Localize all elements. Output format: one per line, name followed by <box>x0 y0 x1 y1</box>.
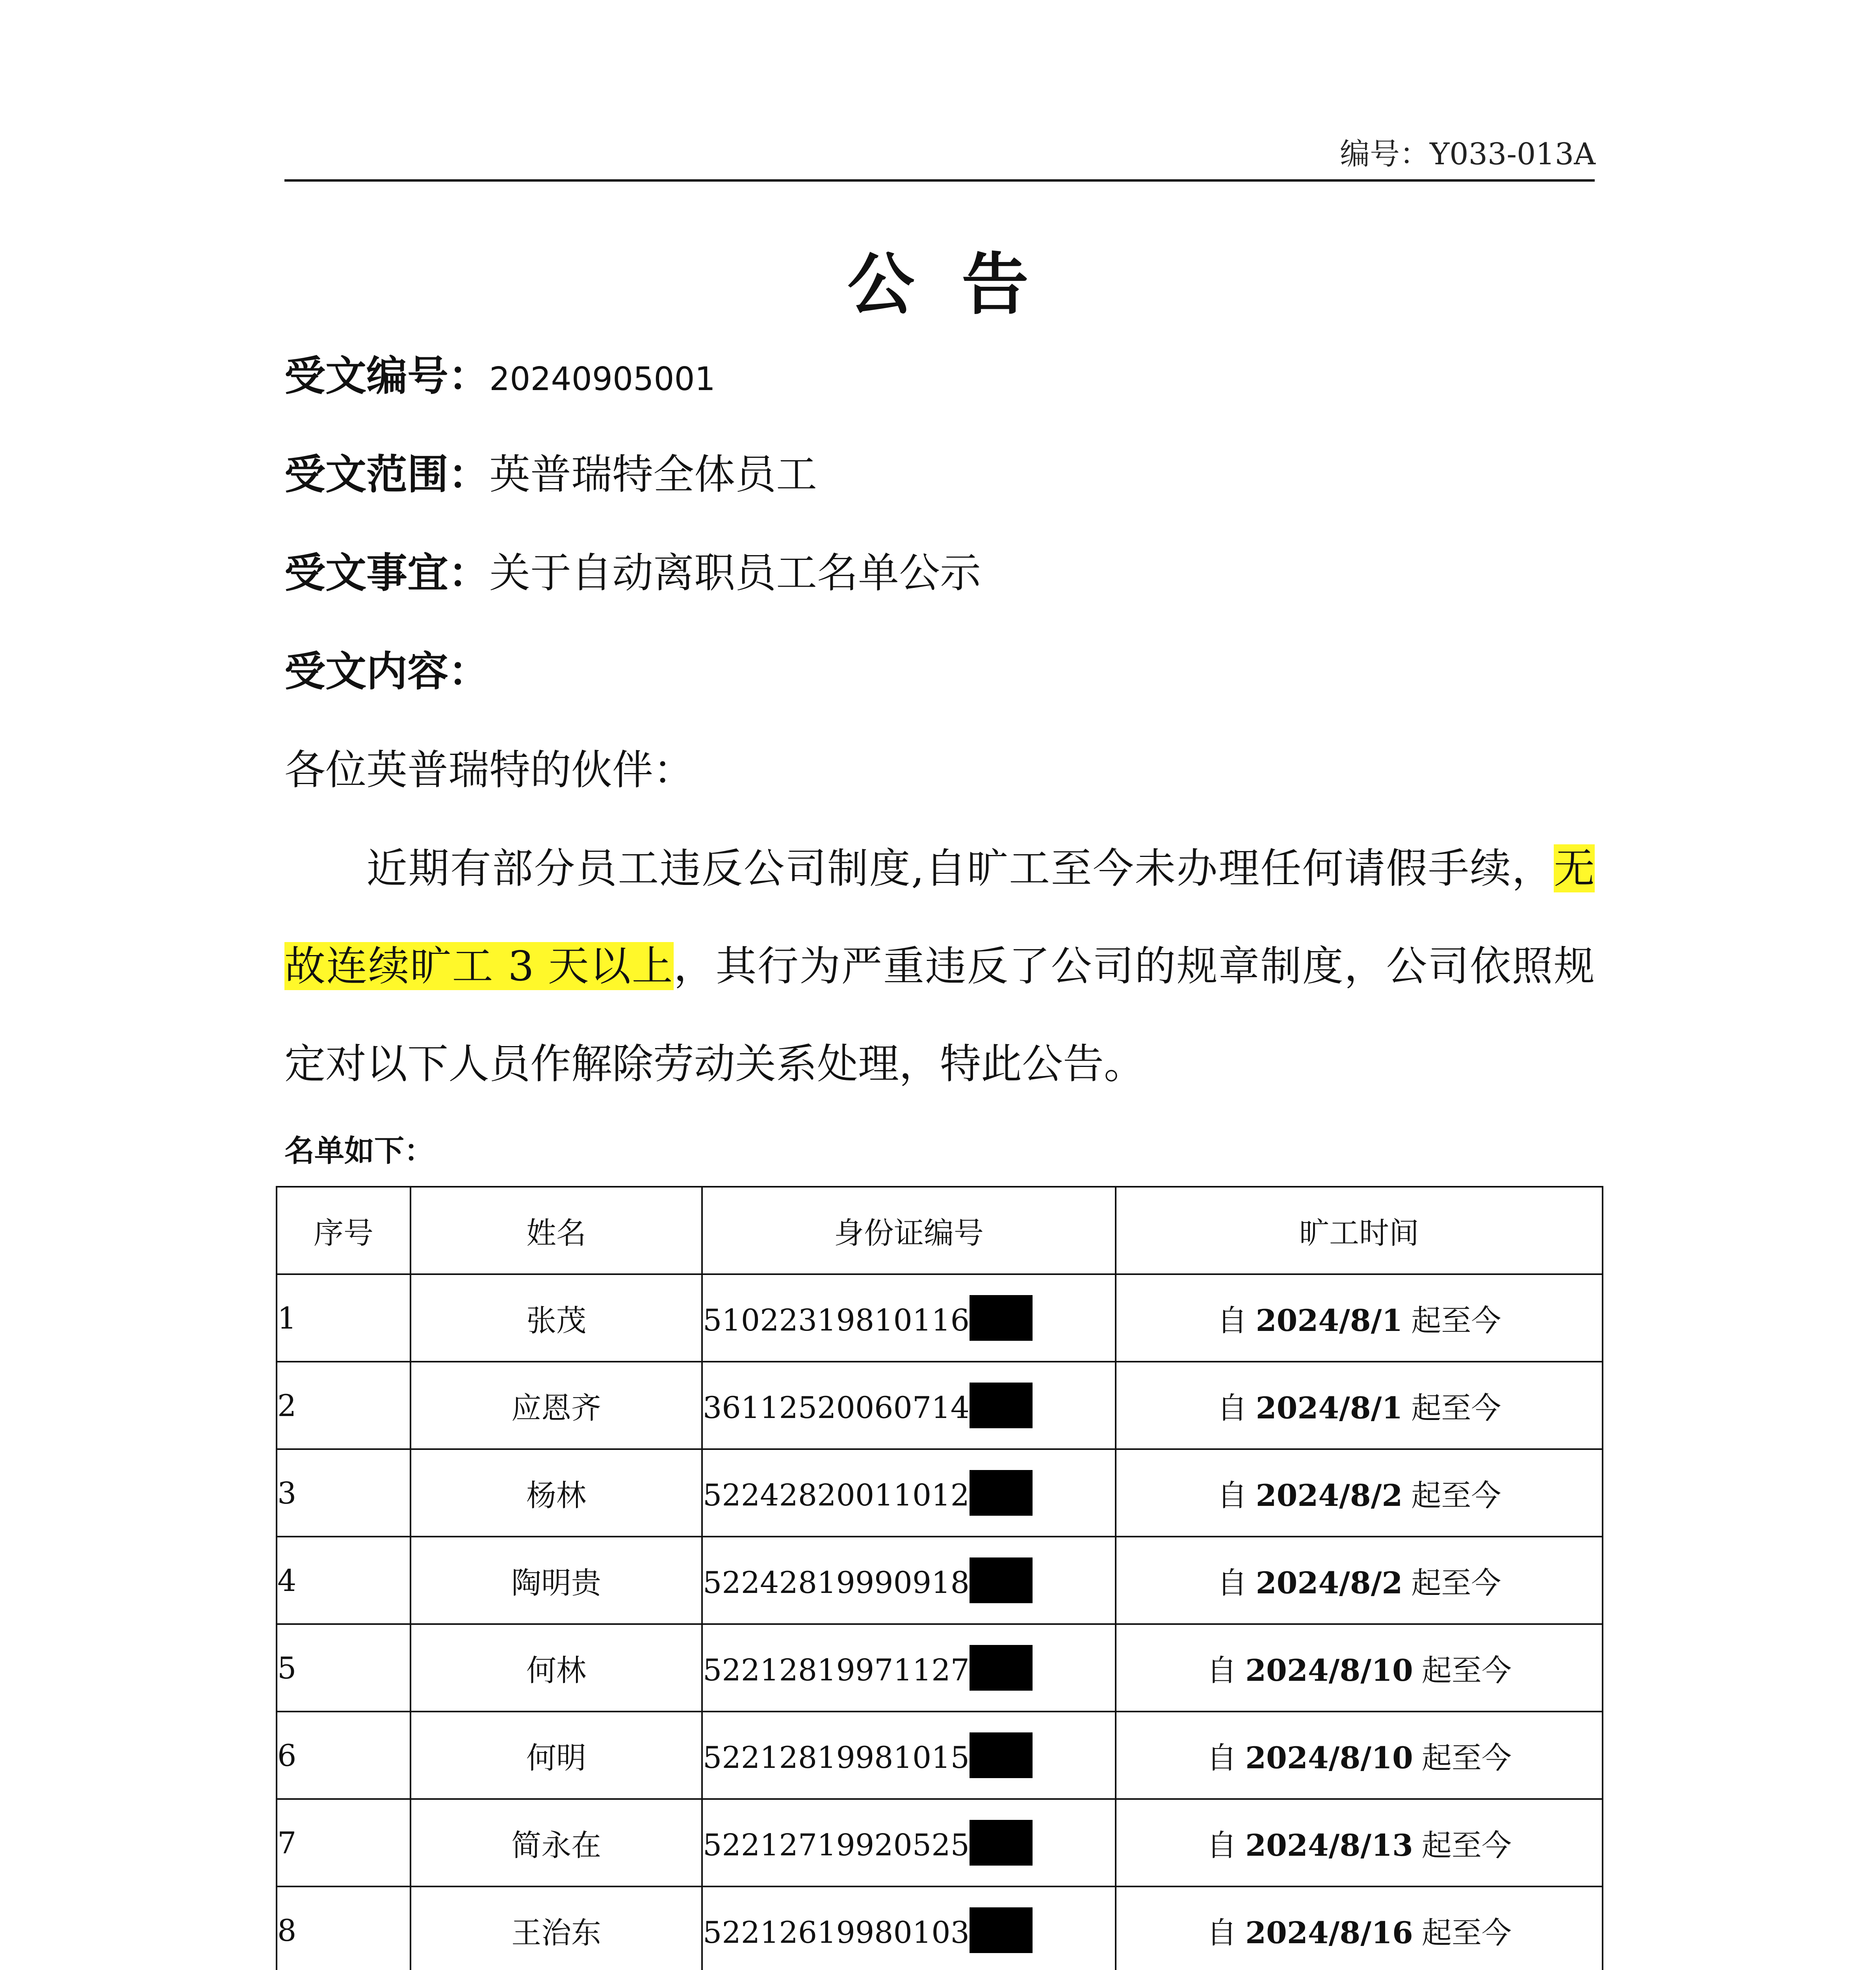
time-prefix: 自 <box>1207 1915 1237 1950</box>
row-id: 52242820011012 <box>703 1478 970 1513</box>
doc-no-label: 受文编号： <box>284 351 490 400</box>
table-row <box>277 1537 1603 1624</box>
header-divider <box>284 179 1595 182</box>
header-name: 姓名 <box>410 1187 702 1274</box>
header-seq: 序号 <box>277 1187 410 1274</box>
row-id-cell <box>702 1362 1116 1449</box>
row-id: 52212819981015 <box>703 1740 970 1775</box>
subject-label: 受文事宜： <box>284 548 490 597</box>
row-seq: 2 <box>277 1362 410 1449</box>
scope-label: 受文范围： <box>284 450 490 498</box>
time-prefix: 自 <box>1217 1478 1247 1513</box>
redaction-block <box>970 1732 1033 1778</box>
row-id: 52212819971127 <box>703 1652 970 1688</box>
header-absence-time: 旷工时间 <box>1116 1187 1603 1274</box>
row-absence-time <box>1116 1362 1603 1449</box>
table-row <box>277 1449 1603 1537</box>
time-prefix: 自 <box>1217 1565 1247 1600</box>
row-name: 何明 <box>410 1712 702 1799</box>
redaction-block <box>970 1820 1033 1866</box>
company-seal <box>1682 1966 1876 1970</box>
content-label: 受文内容： <box>284 647 490 695</box>
row-id: 52212619980103 <box>703 1915 970 1950</box>
redaction-block <box>970 1557 1033 1603</box>
absence-start-date: 2024/8/2 <box>1256 1565 1403 1600</box>
absence-start-date: 2024/8/2 <box>1256 1478 1403 1513</box>
time-suffix: 起至今 <box>1421 1827 1512 1863</box>
redaction-block <box>970 1907 1033 1953</box>
time-prefix: 自 <box>1207 1740 1237 1775</box>
time-suffix: 起至今 <box>1411 1390 1501 1425</box>
time-suffix: 起至今 <box>1421 1740 1512 1775</box>
row-id-cell <box>702 1624 1116 1712</box>
subject-line <box>284 540 981 599</box>
time-suffix: 起至今 <box>1411 1303 1501 1338</box>
row-seq: 5 <box>277 1624 410 1712</box>
page-title: 公告 <box>847 245 1076 324</box>
redaction-block <box>970 1295 1033 1341</box>
table-row <box>277 1712 1603 1799</box>
row-absence-time <box>1116 1886 1603 1970</box>
row-seq: 4 <box>277 1537 410 1624</box>
absence-start-date: 2024/8/16 <box>1245 1915 1413 1950</box>
body-text-2: ，其行为严重违反了公司的规章制度，公司依照规定对以下人员作解除劳动关系处理，特此公告。 <box>284 942 1595 1088</box>
absence-start-date: 2024/8/13 <box>1245 1827 1413 1863</box>
table-row <box>277 1624 1603 1712</box>
row-seq: 6 <box>277 1712 410 1799</box>
body-paragraph <box>284 820 1595 1113</box>
row-absence-time <box>1116 1449 1603 1537</box>
row-id-cell <box>702 1886 1116 1970</box>
greeting: 各位英普瑞特的伙伴： <box>284 746 695 794</box>
absentee-table <box>276 1186 1603 1970</box>
row-name: 张茂 <box>410 1274 702 1362</box>
time-suffix: 起至今 <box>1411 1565 1501 1600</box>
redaction-block <box>970 1470 1033 1516</box>
row-seq: 8 <box>277 1886 410 1970</box>
scope-value: 英普瑞特全体员工 <box>489 450 817 498</box>
row-name: 应恩齐 <box>410 1362 702 1449</box>
row-absence-time <box>1116 1274 1603 1362</box>
row-seq: 3 <box>277 1449 410 1537</box>
header-id: 身份证编号 <box>702 1187 1116 1274</box>
row-absence-time <box>1116 1537 1603 1624</box>
row-id-cell <box>702 1712 1116 1799</box>
table-header-row <box>277 1187 1603 1274</box>
row-name: 王治东 <box>410 1886 702 1970</box>
time-prefix: 自 <box>1217 1390 1247 1425</box>
subject-value: 关于自动离职员工名单公示 <box>489 549 981 597</box>
absence-start-date: 2024/8/10 <box>1245 1652 1413 1688</box>
time-prefix: 自 <box>1207 1827 1237 1863</box>
table-row <box>277 1799 1603 1886</box>
row-seq: 7 <box>277 1799 410 1886</box>
row-id-cell <box>702 1449 1116 1537</box>
table-row <box>277 1362 1603 1449</box>
redaction-block <box>970 1645 1033 1691</box>
time-suffix: 起至今 <box>1421 1652 1512 1688</box>
row-id-cell <box>702 1537 1116 1624</box>
row-seq: 1 <box>277 1274 410 1362</box>
row-id: 36112520060714 <box>703 1390 970 1425</box>
row-name: 简永在 <box>410 1799 702 1886</box>
row-name: 陶明贵 <box>410 1537 702 1624</box>
scope-line <box>284 441 817 500</box>
time-prefix: 自 <box>1217 1303 1247 1338</box>
row-name: 杨林 <box>410 1449 702 1537</box>
redaction-block <box>970 1383 1033 1428</box>
absence-start-date: 2024/8/1 <box>1256 1303 1403 1338</box>
list-intro: 名单如下： <box>284 1133 434 1168</box>
row-id-cell <box>702 1274 1116 1362</box>
row-id: 51022319810116 <box>703 1303 970 1338</box>
highlighted-text: 无故连续旷工 3 天以上 <box>284 844 1595 990</box>
table-row <box>277 1274 1603 1362</box>
row-id: 52212719920525 <box>703 1827 970 1862</box>
content-line <box>284 638 489 697</box>
row-absence-time <box>1116 1712 1603 1799</box>
time-prefix: 自 <box>1207 1652 1237 1688</box>
table-row <box>277 1886 1603 1970</box>
row-absence-time <box>1116 1624 1603 1712</box>
row-name: 何林 <box>410 1624 702 1712</box>
row-id: 52242819990918 <box>703 1565 970 1600</box>
time-suffix: 起至今 <box>1421 1915 1512 1950</box>
row-id-cell <box>702 1799 1116 1886</box>
row-absence-time <box>1116 1799 1603 1886</box>
absence-start-date: 2024/8/1 <box>1256 1390 1403 1425</box>
time-suffix: 起至今 <box>1411 1478 1501 1513</box>
body-text-1: 近期有部分员工违反公司制度,自旷工至今未办理任何请假手续， <box>366 844 1554 892</box>
doc-no-value: 20240905001 <box>489 361 715 398</box>
absence-start-date: 2024/8/10 <box>1245 1740 1413 1775</box>
document-number: 编号：Y033-013A <box>1340 136 1596 171</box>
doc-no-line <box>284 343 715 402</box>
